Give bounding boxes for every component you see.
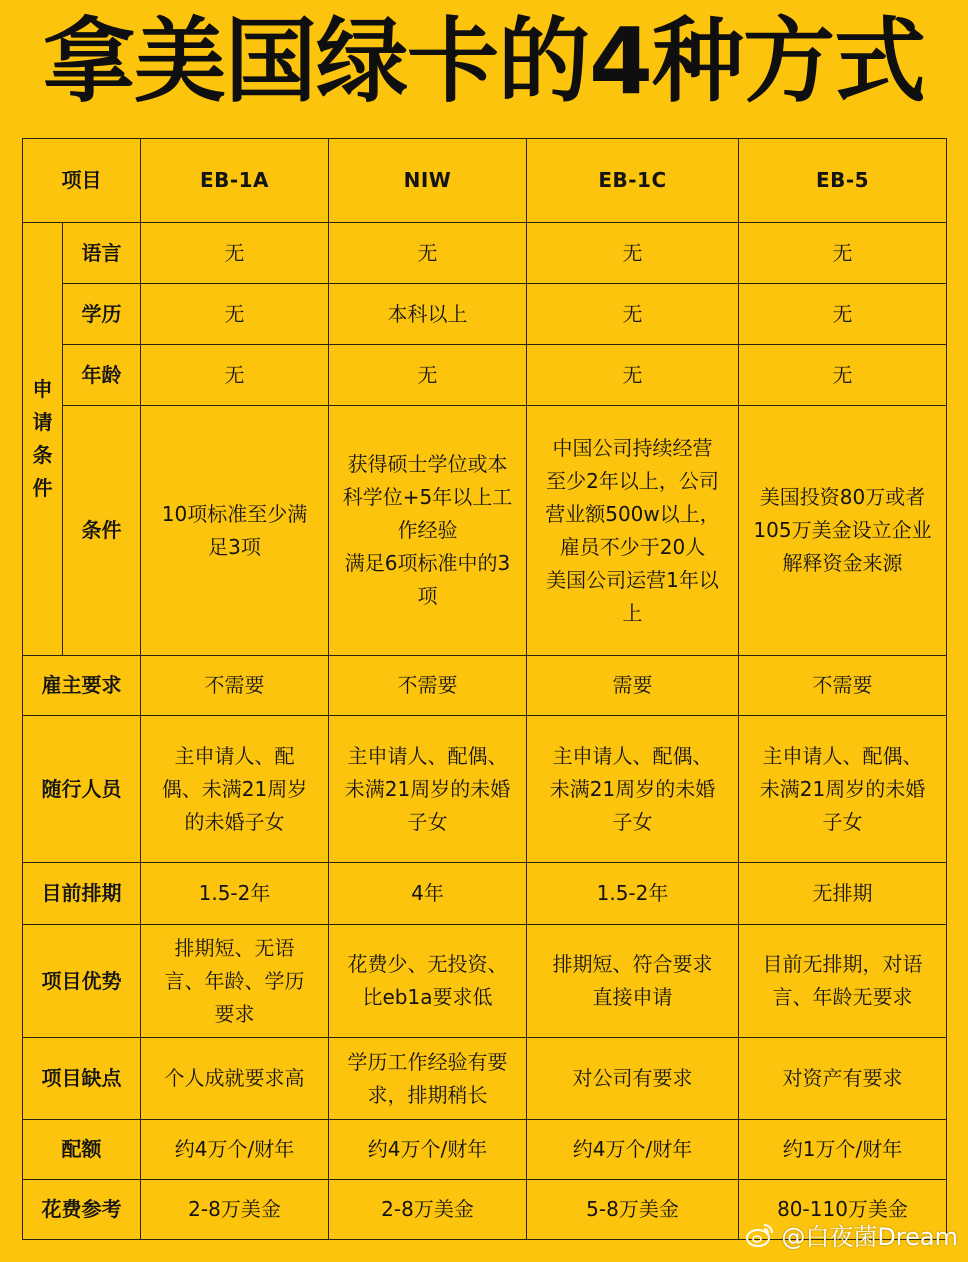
cell-line: 子女 [612, 809, 653, 834]
cell-line: 的未婚子女 [184, 809, 285, 834]
group-label-application-conditions [23, 223, 63, 656]
cell-advantages-eb1a [141, 925, 329, 1038]
cell-education-eb5: 无 [739, 284, 947, 345]
row-label-education: 学历 [63, 284, 141, 345]
cell-line: 子女 [407, 809, 448, 834]
cell-dependents-eb1a [141, 716, 329, 863]
cell-education-eb1c: 无 [527, 284, 739, 345]
column-header-niw: NIW [329, 139, 527, 223]
cell-disadvantages-eb1a: 个人成就要求高 [141, 1038, 329, 1120]
cell-age-niw: 无 [329, 345, 527, 406]
cell-conditions-niw [329, 406, 527, 656]
cell-line: 目前无排期，对语 [762, 952, 923, 976]
table-row-employer [23, 656, 947, 716]
cell-dependents-eb5 [739, 716, 947, 863]
row-label-wait-time: 目前排期 [23, 863, 141, 925]
cell-disadvantages-eb5: 对资产有要求 [739, 1038, 947, 1120]
cell-line: 营业额500w以上， [545, 501, 720, 526]
column-header-eb1a: EB-1A [141, 139, 329, 223]
row-label-quota: 配额 [23, 1120, 141, 1180]
cell-line: 科学位+5年以上工 [342, 485, 513, 509]
cell-age-eb5: 无 [739, 345, 947, 406]
page-title: 拿美国绿卡的4种方式 [42, 8, 925, 115]
table-row-conditions [23, 406, 947, 656]
cell-education-niw: 本科以上 [329, 284, 527, 345]
cell-dependents-eb1c [527, 716, 739, 863]
cell-quota-niw: 约4万个/财年 [329, 1120, 527, 1180]
cell-employer-eb1a: 不需要 [141, 656, 329, 716]
cell-line: 105万美金设立企业 [753, 518, 932, 542]
header-row [23, 139, 947, 223]
table-row-education [23, 284, 947, 345]
cell-line: 言、年龄无要求 [772, 985, 913, 1009]
cell-line: 排期短、无语 [174, 935, 295, 960]
cell-language-eb5: 无 [739, 223, 947, 284]
cell-cost-eb5: 80-110万美金 [739, 1180, 947, 1240]
row-label-language: 语言 [63, 223, 141, 284]
cell-line: 子女 [822, 809, 863, 834]
cell-line: 项 [417, 584, 438, 608]
cell-line: 直接申请 [592, 985, 673, 1009]
row-label-advantages: 项目优势 [23, 925, 141, 1038]
cell-language-eb1c: 无 [527, 223, 739, 284]
cell-line: 主申请人、配 [174, 743, 295, 768]
cell-line: 中国公司持续经营 [552, 435, 713, 460]
row-label-age: 年龄 [63, 345, 141, 406]
cell-advantages-eb5 [739, 925, 947, 1038]
cell-conditions-eb5 [739, 406, 947, 656]
cell-disadvantages-eb1c: 对公司有要求 [527, 1038, 739, 1120]
cell-line: 排期短、符合要求 [552, 952, 713, 976]
cell-education-eb1a: 无 [141, 284, 329, 345]
cell-conditions-eb1a [141, 406, 329, 656]
cell-wait-time-niw: 4年 [329, 863, 527, 925]
cell-line: 未满21周岁的未婚 [344, 776, 511, 801]
cell-quota-eb5: 约1万个/财年 [739, 1120, 947, 1180]
cell-disadvantages-niw [329, 1038, 527, 1120]
cell-advantages-niw [329, 925, 527, 1038]
watermark [745, 1217, 958, 1252]
group-label-char: 申 [32, 377, 53, 401]
cell-employer-eb1c: 需要 [527, 656, 739, 716]
cell-quota-eb1c: 约4万个/财年 [527, 1120, 739, 1180]
cell-line: 比eb1a要求低 [362, 985, 493, 1009]
cell-advantages-eb1c [527, 925, 739, 1038]
cell-language-niw: 无 [329, 223, 527, 284]
cell-language-eb1a: 无 [141, 223, 329, 284]
cell-line: 花费少、无投资、 [347, 952, 508, 976]
group-label-char: 请 [32, 410, 53, 434]
table-row-advantages [23, 925, 947, 1038]
row-label-disadvantages: 项目缺点 [23, 1038, 141, 1120]
cell-employer-niw: 不需要 [329, 656, 527, 716]
cell-age-eb1c: 无 [527, 345, 739, 406]
cell-line: 解释资金来源 [782, 551, 903, 575]
cell-age-eb1a: 无 [141, 345, 329, 406]
column-header-eb1c: EB-1C [527, 139, 739, 223]
cell-line: 获得硕士学位或本 [347, 452, 508, 476]
cell-line: 求，排期稍长 [367, 1082, 488, 1107]
cell-line: 至少2年以上，公司 [546, 468, 719, 493]
cell-wait-time-eb1c: 1.5-2年 [527, 863, 739, 925]
table-row-quota [23, 1120, 947, 1180]
cell-quota-eb1a: 约4万个/财年 [141, 1120, 329, 1180]
row-label-cost: 花费参考 [23, 1180, 141, 1240]
weibo-icon [745, 1222, 775, 1248]
cell-line: 10项标准至少满 [161, 501, 308, 526]
row-label-employer: 雇主要求 [23, 656, 141, 716]
cell-line: 雇员不少于20人 [559, 534, 706, 559]
cell-line: 偶、未满21周岁 [161, 776, 308, 801]
cell-line: 未满21周岁的未婚 [759, 776, 926, 801]
group-label-char: 条 [32, 443, 53, 467]
cell-line: 美国公司运营1年以 [546, 567, 719, 592]
column-header-eb5: EB-5 [739, 139, 947, 223]
cell-conditions-eb1c [527, 406, 739, 656]
cell-line: 上 [622, 600, 643, 625]
cell-line: 要求 [214, 1001, 255, 1026]
table-row-wait-time [23, 863, 947, 925]
watermark-text: @白夜菌Dream [781, 1223, 958, 1251]
group-label-char: 件 [32, 476, 53, 500]
cell-line: 足3项 [208, 534, 261, 559]
cell-wait-time-eb5: 无排期 [739, 863, 947, 925]
table-row-disadvantages [23, 1038, 947, 1120]
cell-employer-eb5: 不需要 [739, 656, 947, 716]
cell-line: 未满21周岁的未婚 [549, 776, 716, 801]
cell-line: 言、年龄、学历 [164, 968, 305, 993]
cell-cost-eb1a: 2-8万美金 [141, 1180, 329, 1240]
cell-line: 主申请人、配偶、 [762, 743, 923, 768]
cell-line: 学历工作经验有要 [347, 1049, 508, 1074]
cell-line: 美国投资80万或者 [759, 485, 926, 509]
table-row-dependents [23, 716, 947, 863]
row-label-dependents: 随行人员 [23, 716, 141, 863]
comparison-table [22, 138, 947, 1240]
cell-line: 满足6项标准中的3 [344, 551, 511, 575]
table-row-age [23, 345, 947, 406]
item-header-cell: 项目 [23, 139, 141, 223]
cell-wait-time-eb1a: 1.5-2年 [141, 863, 329, 925]
cell-line: 主申请人、配偶、 [347, 743, 508, 768]
cell-line: 作经验 [397, 518, 458, 542]
cell-line: 主申请人、配偶、 [552, 743, 713, 768]
table-row-language [23, 223, 947, 284]
cell-dependents-niw [329, 716, 527, 863]
cell-cost-niw: 2-8万美金 [329, 1180, 527, 1240]
cell-cost-eb1c: 5-8万美金 [527, 1180, 739, 1240]
row-label-conditions: 条件 [63, 406, 141, 656]
